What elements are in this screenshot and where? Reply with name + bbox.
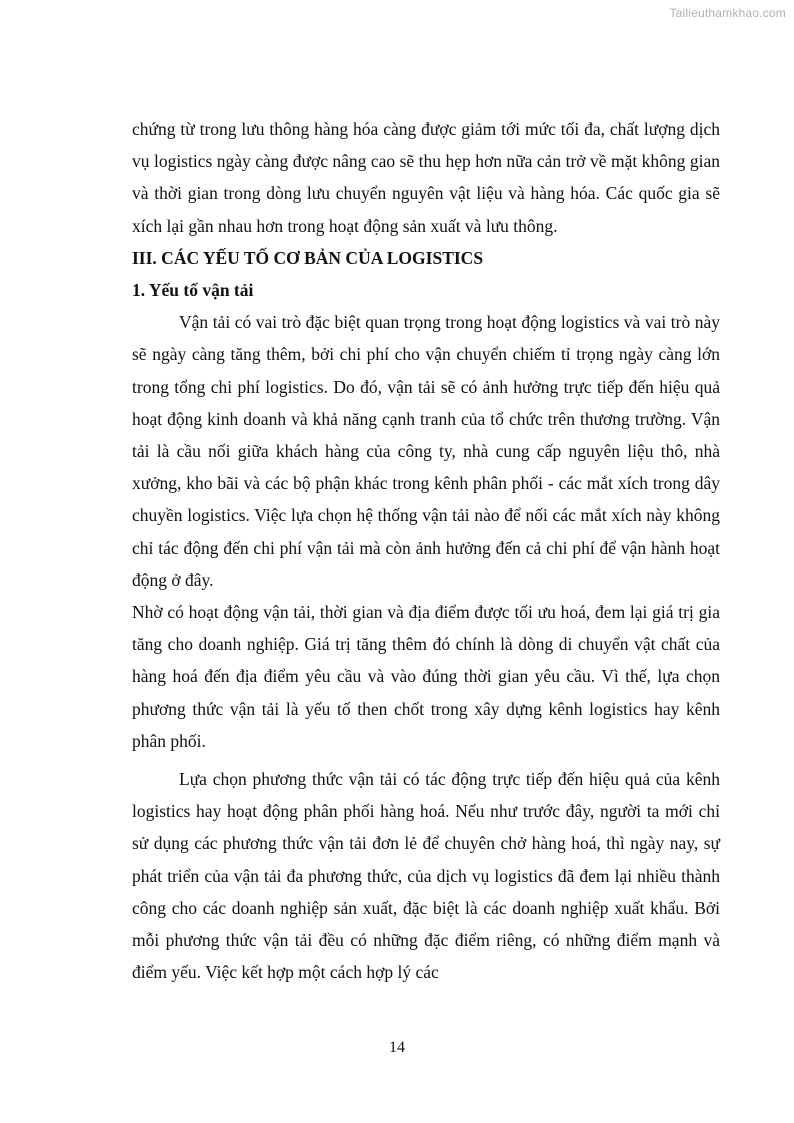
- page-number: 14: [389, 1039, 405, 1056]
- paragraph-value-added: Nhờ có hoạt động vận tải, thời gian và địa điểm được tối ưu hoá, đem lại giá trị gia tăng cho doanh nghiệp. Giá trị tăng thêm đó chính là dòng di chuyển vật chất của hàng hoá đến địa điểm yêu cầu và vào đúng thời gian yêu cầu. Vì thế, lựa chọn phương thức vận tải là yếu tố then chốt trong xây dựng kênh logistics hay kênh phân phối.: [132, 602, 720, 751]
- paragraph-transport-role: Vận tải có vai trò đặc biệt quan trọng trong hoạt động logistics và vai trò này sẽ ngày càng tăng thêm, bởi chi phí cho vận chuyển chiếm tỉ trọng ngày càng lớn trong tổng chi phí logistics. Do đó, vận tải sẽ có ảnh hưởng trực tiếp đến hiệu quả hoạt động kinh doanh và khả năng cạnh tranh của tổ chức trên thương trường. Vận tải là cầu nối giữa khách hàng của công ty, nhà cung cấp nguyên liệu thô, nhà xưởng, kho bãi và các bộ phận khác trong kênh phân phối - các mắt xích trong dây chuyền logistics. Việc lựa chọn hệ thống vận tải nào để nối các mắt xích này không chỉ tác động đến chi phí vận tải mà còn ảnh hưởng đến cả chi phí để vận hành hoạt động ở đây.: [132, 312, 720, 590]
- section-heading: III. CÁC YẾU TỐ CƠ BẢN CỦA LOGISTICS: [132, 247, 484, 268]
- paragraph-intro-continuation: chứng từ trong lưu thông hàng hóa càng được giảm tới mức tối đa, chất lượng dịch vụ logistics ngày càng được nâng cao sẽ thu hẹp hơn nữa cản trở về mặt không gian và thời gian trong dòng lưu chuyển nguyên vật liệu và hàng hóa. Các quốc gia sẽ xích lại gần nhau hơn trong hoạt động sản xuất và lưu thông.: [132, 119, 720, 236]
- page-content: [132, 113, 720, 988]
- watermark: Tailieuthamkhao.com: [669, 6, 786, 20]
- subsection-heading: 1. Yếu tố vận tải: [132, 280, 254, 301]
- paragraph-mode-selection: Lựa chọn phương thức vận tải có tác động trực tiếp đến hiệu quả của kênh logistics hay hoạt động phân phối hàng hoá. Nếu như trước đây, người ta mới chỉ sử dụng các phương thức vận tải đơn lẻ để chuyên chở hàng hoá, thì ngày nay, sự phát triển của vận tải đa phương thức, của dịch vụ logistics đã đem lại nhiều thành công cho các doanh nghiệp sản xuất, đặc biệt là các doanh nghiệp xuất khẩu. Bởi mỗi phương thức vận tải đều có những đặc điểm riêng, có những điểm mạnh và điểm yếu. Việc kết hợp một cách hợp lý các: [132, 769, 720, 983]
